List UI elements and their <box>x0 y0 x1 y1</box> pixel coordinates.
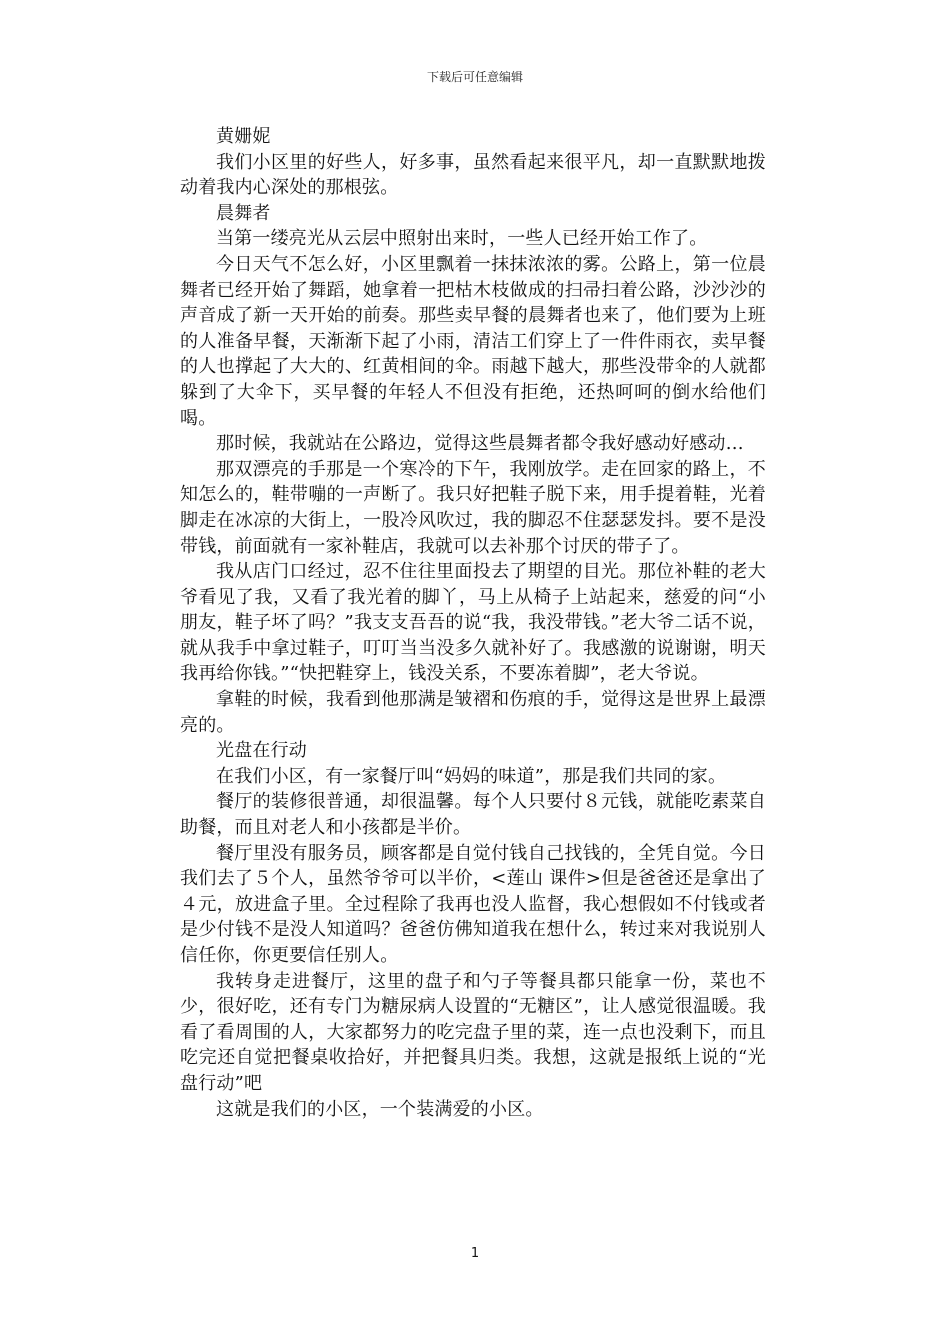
body-paragraph: 餐厅里没有服务员，顾客都是自觉付钱自己找钱的，全凭自觉。今日我们去了５个人，虽然爷爷可以半价，<莲山 课件>但是爸爸还是拿出了４元，放进盒子里。全过程除了我再也没人监督，我心想假如不付钱或者是少付钱不是没人知道吗？爸爸仿佛知道我在想什么，转过来对我说别人信任你，你更要信任别人。 <box>180 842 766 966</box>
body-paragraph: 当第一缕亮光从云层中照射出来时，一些人已经开始工作了。 <box>216 228 708 250</box>
body-paragraph: 拿鞋的时候，我看到他那满是皱褶和伤痕的手，觉得这是世界上最漂亮的。 <box>180 689 766 736</box>
body-paragraph: 我转身走进餐厅，这里的盘子和勺子等餐具都只能拿一份，菜也不少，很好吃，还有专门为糖尿病人设置的“无糖区”，让人感觉很温暖。我看了看周围的人，大家都努力的吃完盘子里的菜，连一点也没剩下，而且吃完还自觉把餐桌收拾好，并把餐具归类。我想，这就是报纸上说的“光盘行动”吧 <box>180 970 766 1094</box>
author-name: 黄姗妮 <box>216 126 271 147</box>
body-paragraph: 那双漂亮的手那是一个寒冷的下午，我刚放学。走在回家的路上，不知怎么的，鞋带嘣的一声断了。我只好把鞋子脱下来，用手提着鞋，光着脚走在冰凉的大街上，一股冷风吹过，我的脚忍不住瑟瑟发抖。要不是没带钱，前面就有一家补鞋店，我就可以去补那个讨厌的带子了。 <box>180 458 766 557</box>
body-paragraph: 那时候，我就站在公路边，觉得这些晨舞者都令我好感动好感动… <box>216 433 744 455</box>
section-heading-clean-plate: 光盘在行动 <box>216 740 307 762</box>
page-number: 1 <box>470 1246 480 1261</box>
body-paragraph: 我从店门口经过，忍不住往里面投去了期望的目光。那位补鞋的老大爷看见了我，又看了我光着的脚丫，马上从椅子上站起来，慈爱的问“小朋友，鞋子坏了吗？”我支支吾吾的说“我，我没带钱。”老大爷二话不说，就从我手中拿过鞋子，叮叮当当没多久就补好了。我感激的说谢谢，明天我再给你钱。”“快把鞋穿上，钱没关系，不要冻着脚”，老大爷说。 <box>180 561 766 685</box>
body-paragraph: 餐厅的装修很普通，却很温馨。每个人只要付８元钱，就能吃素菜自助餐，而且对老人和小孩都是半价。 <box>180 791 766 839</box>
document-body <box>180 124 766 1122</box>
intro-paragraph: 我们小区里的好些人，好多事，虽然看起来很平凡，却一直默默地拨动着我内心深处的那根弦。 <box>180 151 766 199</box>
body-paragraph: 今日天气不怎么好，小区里飘着一抹抹浓浓的雾。公路上，第一位晨舞者已经开始了舞蹈，她拿着一把枯木枝做成的扫帚扫着公路，沙沙沙的声音成了新一天开始的前奏。那些卖早餐的晨舞者也来了，他们要为上班的人准备早餐，天渐渐下起了小雨，清洁工们穿上了一件件雨衣，卖早餐的人也撑起了大大的、红黄相间的伞。雨越下越大，那些没带伞的人就都躲到了大伞下，买早餐的年轻人不但没有拒绝，还热呵呵的倒水给他们喝。 <box>180 253 766 429</box>
body-paragraph: 在我们小区，有一家餐厅叫“妈妈的味道”，那是我们共同的家。 <box>216 765 727 787</box>
page-header: 下载后可任意编辑 <box>426 70 523 84</box>
section-heading-morning-dancers: 晨舞者 <box>216 202 271 224</box>
closing-paragraph: 这就是我们的小区，一个装满爱的小区。 <box>216 1098 544 1120</box>
